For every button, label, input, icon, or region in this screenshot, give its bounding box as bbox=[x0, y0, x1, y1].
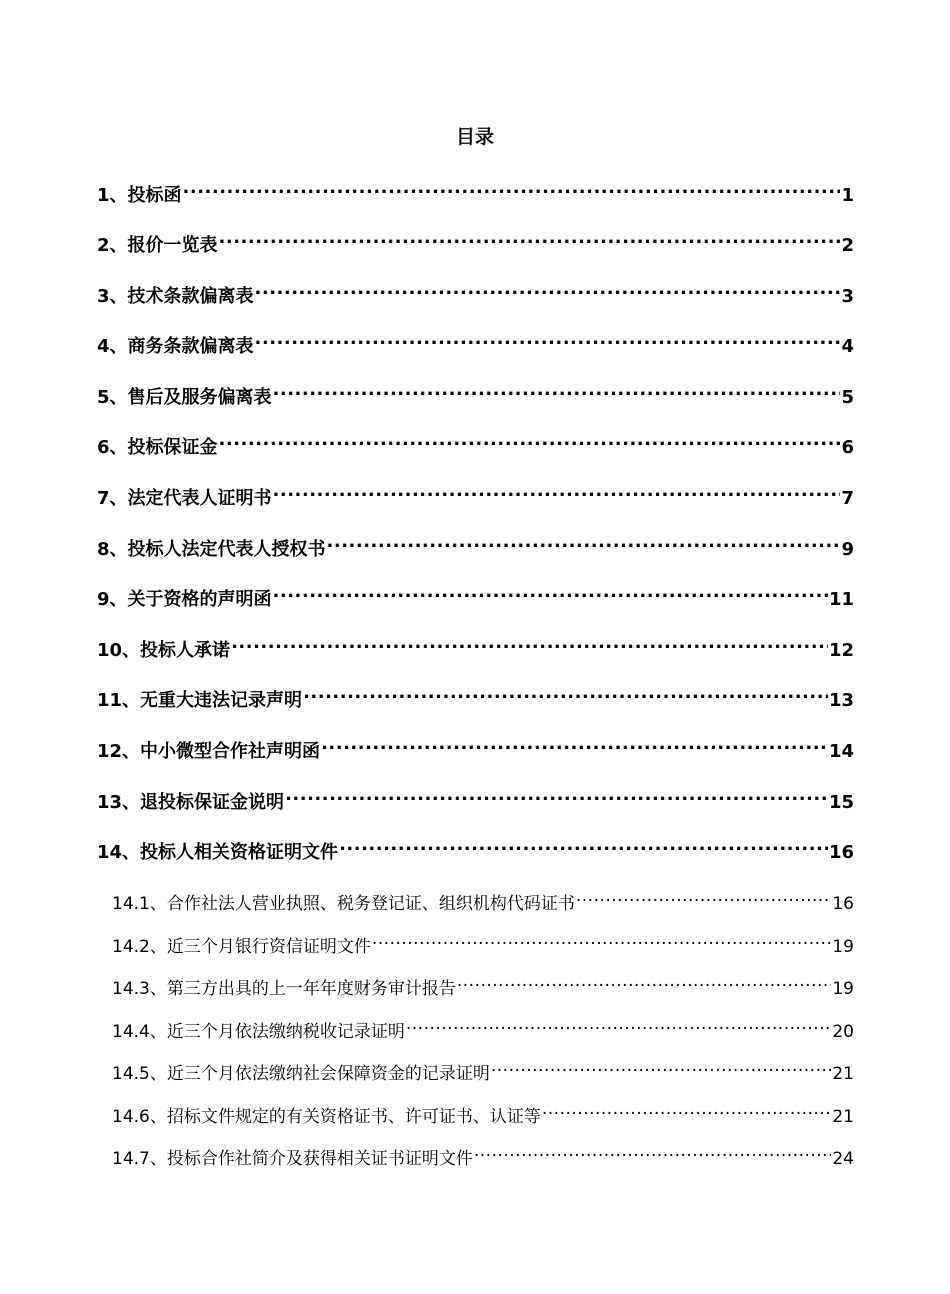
toc-page-number: 20 bbox=[832, 1022, 854, 1042]
toc-entry[interactable] bbox=[97, 175, 854, 206]
toc-page-number: 16 bbox=[828, 842, 854, 863]
toc-entry[interactable] bbox=[97, 478, 854, 509]
toc-entry-text: 8、投标人法定代表人授权书 bbox=[97, 539, 326, 560]
toc-page-number: 19 bbox=[832, 979, 854, 999]
toc-dot-leader bbox=[255, 326, 841, 352]
toc-entry[interactable] bbox=[97, 731, 854, 762]
toc-entry-text: 10、投标人承诺 bbox=[97, 640, 231, 661]
toc-entry[interactable] bbox=[97, 276, 854, 307]
toc-entry-text: 14.2、近三个月银行资信证明文件 bbox=[112, 937, 371, 957]
toc-dot-leader bbox=[285, 782, 828, 808]
toc-page-number: 5 bbox=[841, 387, 854, 408]
toc-entry-text: 11、无重大违法记录声明 bbox=[97, 690, 303, 711]
toc-dot-leader bbox=[457, 968, 832, 994]
toc-entry[interactable] bbox=[97, 529, 854, 560]
toc-dot-leader bbox=[327, 529, 841, 555]
toc-page-number: 2 bbox=[841, 235, 854, 256]
toc-page-number: 21 bbox=[832, 1064, 854, 1084]
toc-subentry[interactable] bbox=[112, 968, 854, 999]
toc-page-number: 4 bbox=[841, 336, 854, 357]
toc-entry-text: 5、售后及服务偏离表 bbox=[97, 387, 272, 408]
toc-page-number: 15 bbox=[828, 792, 854, 813]
toc-page-number: 16 bbox=[832, 894, 854, 914]
toc-page-number: 13 bbox=[828, 690, 854, 711]
toc-dot-leader bbox=[273, 579, 828, 605]
toc-page-number: 9 bbox=[841, 539, 854, 560]
toc-dot-leader bbox=[474, 1138, 832, 1164]
toc-dot-leader bbox=[303, 680, 828, 706]
toc-entry[interactable] bbox=[97, 326, 854, 357]
toc-entry-text: 14.4、近三个月依法缴纳税收记录证明 bbox=[112, 1022, 405, 1042]
toc-page-number: 1 bbox=[841, 185, 854, 206]
toc-entry-text: 12、中小微型合作社声明函 bbox=[97, 741, 321, 762]
toc-entry[interactable] bbox=[97, 579, 854, 610]
toc-page-number: 7 bbox=[841, 488, 854, 509]
toc-entry[interactable] bbox=[97, 782, 854, 813]
toc-subentry[interactable] bbox=[112, 1138, 854, 1169]
toc-entry-text: 2、报价一览表 bbox=[97, 235, 218, 256]
toc-dot-leader bbox=[273, 478, 841, 504]
toc-dot-leader bbox=[273, 377, 841, 403]
toc-entry-text: 7、法定代表人证明书 bbox=[97, 488, 272, 509]
toc-entry-text: 14.6、招标文件规定的有关资格证书、许可证书、认证等 bbox=[112, 1107, 541, 1127]
toc-page-number: 6 bbox=[841, 437, 854, 458]
toc-entry-text: 14.5、近三个月依法缴纳社会保障资金的记录证明 bbox=[112, 1064, 490, 1084]
toc-page-number: 24 bbox=[832, 1149, 854, 1169]
toc-entry-text: 14、投标人相关资格证明文件 bbox=[97, 842, 339, 863]
toc-subentry[interactable] bbox=[112, 1011, 854, 1042]
toc-subentry[interactable] bbox=[112, 883, 854, 914]
toc-entry-text: 14.1、合作社法人营业执照、税务登记证、组织机构代码证书 bbox=[112, 894, 575, 914]
toc-entry[interactable] bbox=[97, 225, 854, 256]
toc-page-number: 19 bbox=[832, 937, 854, 957]
toc-entry[interactable] bbox=[97, 427, 854, 458]
toc-dot-leader bbox=[183, 175, 841, 201]
toc-page-number: 12 bbox=[828, 640, 854, 661]
toc-entry-text: 1、投标函 bbox=[97, 185, 182, 206]
toc-entry-text: 14.3、第三方出具的上一年年度财务审计报告 bbox=[112, 979, 456, 999]
toc-subentry[interactable] bbox=[112, 1053, 854, 1084]
toc-page-number: 3 bbox=[841, 286, 854, 307]
toc-subentry[interactable] bbox=[112, 1096, 854, 1127]
toc-dot-leader bbox=[339, 832, 828, 858]
toc-entry[interactable] bbox=[97, 377, 854, 408]
toc-page-number: 11 bbox=[828, 589, 854, 610]
toc-entry[interactable] bbox=[97, 832, 854, 863]
toc-entry-text: 4、商务条款偏离表 bbox=[97, 336, 254, 357]
toc-dot-leader bbox=[231, 630, 828, 656]
toc-entry-text: 3、技术条款偏离表 bbox=[97, 286, 254, 307]
toc-entry-text: 13、退投标保证金说明 bbox=[97, 792, 285, 813]
toc-dot-leader bbox=[372, 926, 832, 952]
toc-entry[interactable] bbox=[97, 630, 854, 661]
toc-dot-leader bbox=[406, 1011, 832, 1037]
toc-dot-leader bbox=[321, 731, 828, 757]
toc-dot-leader bbox=[219, 427, 841, 453]
toc-subentry[interactable] bbox=[112, 926, 854, 957]
toc-entry-text: 9、关于资格的声明函 bbox=[97, 589, 272, 610]
toc-entry-text: 6、投标保证金 bbox=[97, 437, 218, 458]
toc-page-number: 14 bbox=[828, 741, 854, 762]
toc-entry[interactable] bbox=[97, 680, 854, 711]
toc-dot-leader bbox=[219, 225, 841, 251]
toc-dot-leader bbox=[576, 883, 832, 909]
toc-dot-leader bbox=[255, 276, 841, 302]
toc-page-number: 21 bbox=[832, 1107, 854, 1127]
toc-dot-leader bbox=[491, 1053, 832, 1079]
toc-dot-leader bbox=[542, 1096, 832, 1122]
toc-title: 目录 bbox=[455, 126, 494, 148]
toc-entry-text: 14.7、投标合作社简介及获得相关证书证明文件 bbox=[112, 1149, 473, 1169]
